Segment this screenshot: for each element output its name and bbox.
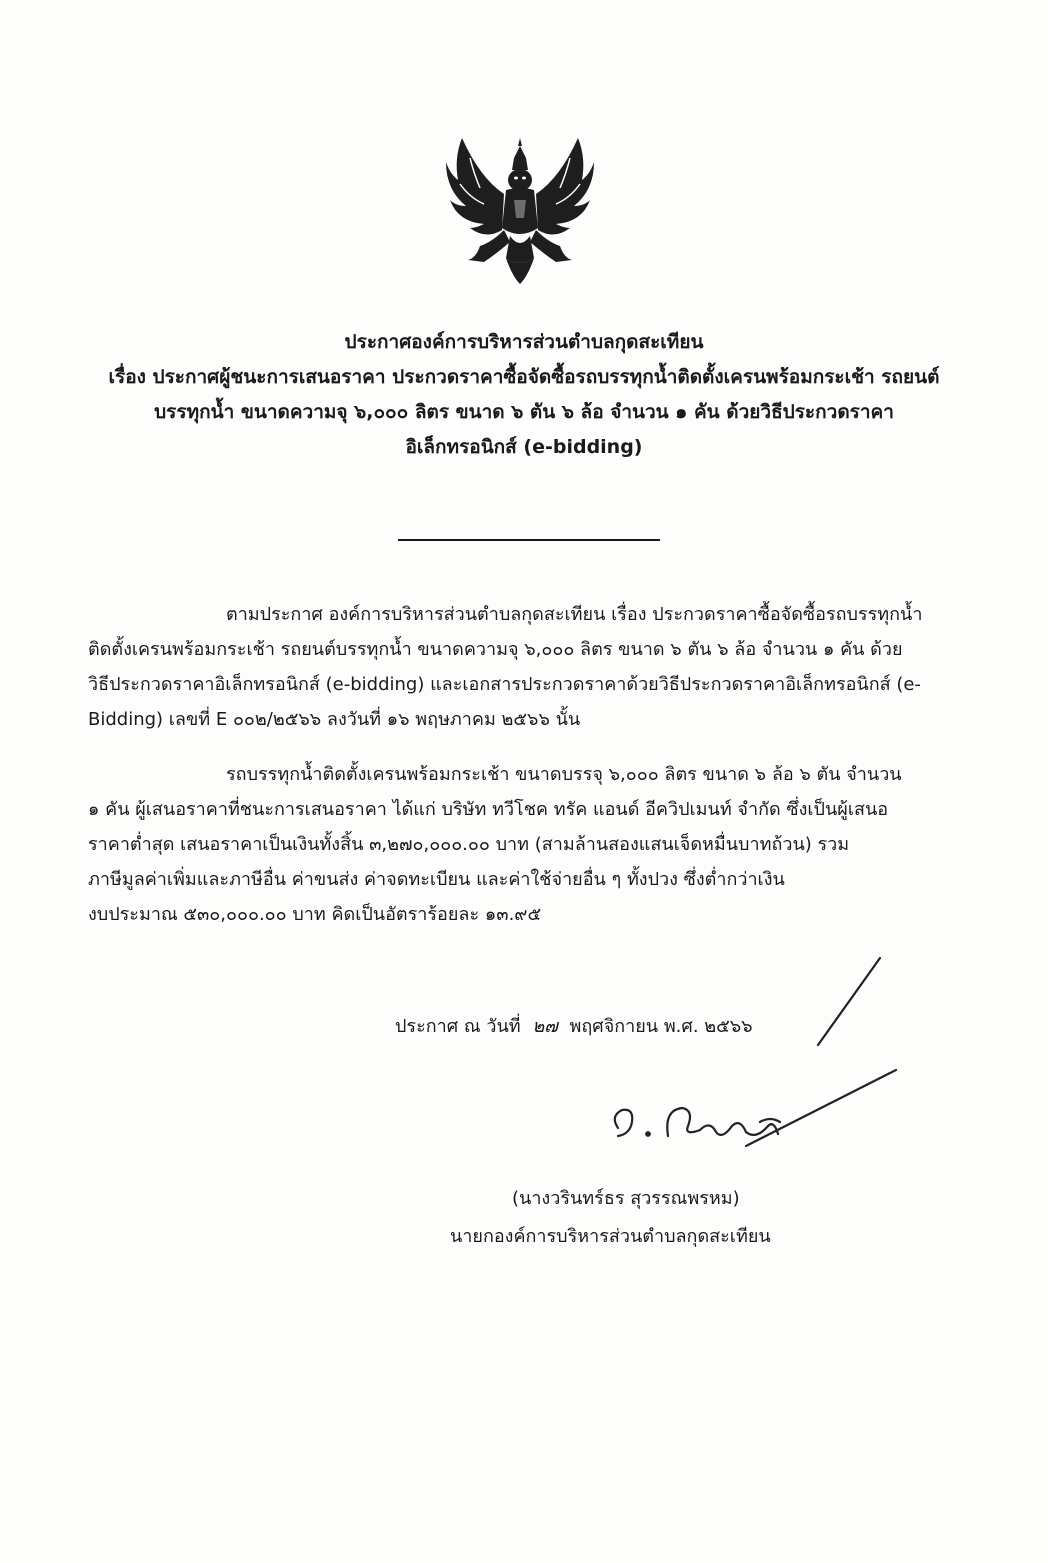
signer-position: นายกองค์การบริหารส่วนตำบลกุดสะเทียน — [450, 1226, 771, 1247]
date-suffix: พฤศจิกายน พ.ศ. ๒๕๖๖ — [569, 1016, 753, 1037]
paragraph-line: ภาษีมูลค่าเพิ่มและภาษีอื่น ค่าขนส่ง ค่าจดทะเบียน และค่าใช้จ่ายอื่น ๆ ทั้งปวง ซึ่งต่ำกว่าเงิน — [88, 869, 785, 890]
document-heading — [60, 325, 988, 465]
paragraph-line: งบประมาณ ๕๓๐,๐๐๐.๐๐ บาท คิดเป็นอัตราร้อยละ ๑๓.๙๕ — [88, 904, 542, 925]
paragraph-line: ๑ คัน ผู้เสนอราคาที่ชนะการเสนอราคา ได้แก่ บริษัท ทวีโชค ทรัค แอนด์ อีควิปเมนท์ จำกัด ซึ่งเป็นผู้เสนอ — [88, 799, 889, 820]
paragraph-line: วิธีประกวดราคาอิเล็กทรอนิกส์ (e-bidding) และเอกสารประกวดราคาด้วยวิธีประกวดราคาอิเล็กทรอนิกส์ (e- — [88, 674, 921, 695]
body-paragraph-2 — [88, 757, 968, 932]
heading-line-1: ประกาศองค์การบริหารส่วนตำบลกุดสะเทียน — [344, 331, 704, 353]
paragraph-line: ติดตั้งเครนพร้อมกระเช้า รถยนต์บรรทุกน้ำ ขนาดความจุ ๖,๐๐๐ ลิตร ขนาด ๖ ตัน ๖ ล้อ จำนวน ๑ คัน ด้วย — [88, 639, 903, 660]
paragraph-line: ตามประกาศ องค์การบริหารส่วนตำบลกุดสะเทียน เรื่อง ประกวดราคาซื้อจัดซื้อรถบรรทุกน้ำ — [226, 604, 923, 625]
date-day: ๒๗ — [532, 1016, 558, 1037]
heading-line-2: เรื่อง ประกาศผู้ชนะการเสนอราคา ประกวดราคาซื้อจัดซื้อรถบรรทุกน้ำติดตั้งเครนพร้อมกระเช้า รถยนต์ — [108, 366, 940, 388]
signer-name: (นางวรินทร์ธร สุวรรณพรหม) — [512, 1188, 740, 1209]
heading-line-3: บรรทุกน้ำ ขนาดความจุ ๖,๐๐๐ ลิตร ขนาด ๖ ตัน ๖ ล้อ จำนวน ๑ คัน ด้วยวิธีประกวดราคา — [154, 401, 894, 423]
body-paragraph-1 — [88, 597, 968, 737]
paragraph-line: ราคาต่ำสุด เสนอราคาเป็นเงินทั้งสิ้น ๓,๒๗๐,๐๐๐.๐๐ บาท (สามล้านสองแสนเจ็ดหมื่นบาทถ้วน) รวม — [88, 834, 850, 855]
date-prefix: ประกาศ ณ วันที่ — [395, 1016, 521, 1037]
paragraph-line: รถบรรทุกน้ำติดตั้งเครนพร้อมกระเช้า ขนาดบรรจุ ๖,๐๐๐ ลิตร ขนาด ๖ ล้อ ๖ ตัน จำนวน — [226, 764, 902, 785]
signer-block — [450, 1180, 850, 1256]
garuda-emblem-icon — [440, 118, 600, 288]
heading-divider — [398, 539, 660, 541]
handwritten-signature — [560, 950, 900, 1170]
paragraph-line: Bidding) เลขที่ E ๐๐๒/๒๕๖๖ ลงวันที่ ๑๖ พฤษภาคม ๒๕๖๖ นั้น — [88, 709, 581, 730]
heading-line-4: อิเล็กทรอนิกส์ (e-bidding) — [405, 436, 643, 458]
